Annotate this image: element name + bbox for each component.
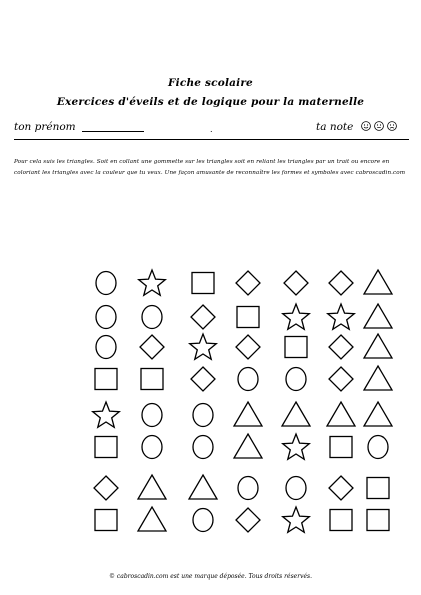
triangle-shape — [364, 366, 392, 390]
square-shape — [95, 369, 117, 390]
diamond-shape — [236, 508, 260, 532]
star-shape — [328, 304, 355, 329]
circle-shape — [96, 306, 116, 329]
triangle-shape — [138, 507, 166, 531]
diamond-shape — [284, 271, 308, 295]
triangle-shape — [364, 304, 392, 328]
diamond-shape — [329, 271, 353, 295]
star-shape — [190, 334, 217, 359]
square-shape — [192, 273, 214, 294]
circle-shape — [96, 272, 116, 295]
star-shape — [283, 304, 310, 329]
separator-dot: . — [210, 125, 213, 134]
diamond-shape — [329, 476, 353, 500]
triangle-shape — [234, 402, 262, 426]
square-shape — [367, 478, 389, 499]
star-shape — [283, 434, 310, 459]
worksheet-title: Fiche scolaire — [168, 77, 253, 89]
circle-shape — [142, 306, 162, 329]
circle-shape — [193, 509, 213, 532]
circle-shape — [142, 404, 162, 427]
square-shape — [367, 510, 389, 531]
circle-shape — [238, 368, 258, 391]
triangle-shape — [364, 270, 392, 294]
circle-shape — [286, 368, 306, 391]
triangle-shape — [138, 475, 166, 499]
diamond-shape — [140, 335, 164, 359]
circle-shape — [193, 404, 213, 427]
instructions-text: Pour cela suis les triangles. Soit en collant une gommette sur les triangles soit en reliant les triangles par un trait ou encore en coloriant les triangles avec la couleur que tu veux. Une façon amusante de reconnaître les formes et symboles avec cabroscadin.com — [14, 159, 406, 176]
worksheet-subtitle: Exercices d'éveils et de logique pour la maternelle — [56, 96, 365, 108]
circle-shape — [142, 436, 162, 459]
square-shape — [95, 437, 117, 458]
circle-shape — [368, 436, 388, 459]
square-shape — [95, 510, 117, 531]
triangle-shape — [327, 402, 355, 426]
diamond-shape — [236, 335, 260, 359]
diamond-shape — [329, 335, 353, 359]
triangle-shape — [234, 434, 262, 458]
diamond-shape — [236, 271, 260, 295]
circle-shape — [193, 436, 213, 459]
circle-shape — [96, 336, 116, 359]
note-label: ta note — [316, 121, 354, 133]
diamond-shape — [329, 367, 353, 391]
circle-shape — [238, 477, 258, 500]
diamond-shape — [94, 476, 118, 500]
triangle-shape — [189, 475, 217, 499]
star-shape — [93, 402, 120, 427]
diamond-shape — [191, 367, 215, 391]
square-shape — [330, 437, 352, 458]
square-shape — [141, 369, 163, 390]
copyright-footer: © cabroscadin.com est une marque déposée. Tous droits réservés. — [108, 573, 313, 580]
square-shape — [330, 510, 352, 531]
star-shape — [283, 507, 310, 532]
diamond-shape — [191, 305, 215, 329]
circle-shape — [286, 477, 306, 500]
triangle-shape — [364, 402, 392, 426]
name-label: ton prénom — [14, 121, 76, 133]
square-shape — [285, 337, 307, 358]
square-shape — [237, 307, 259, 328]
triangle-shape — [282, 402, 310, 426]
star-shape — [139, 270, 166, 295]
triangle-shape — [364, 334, 392, 358]
